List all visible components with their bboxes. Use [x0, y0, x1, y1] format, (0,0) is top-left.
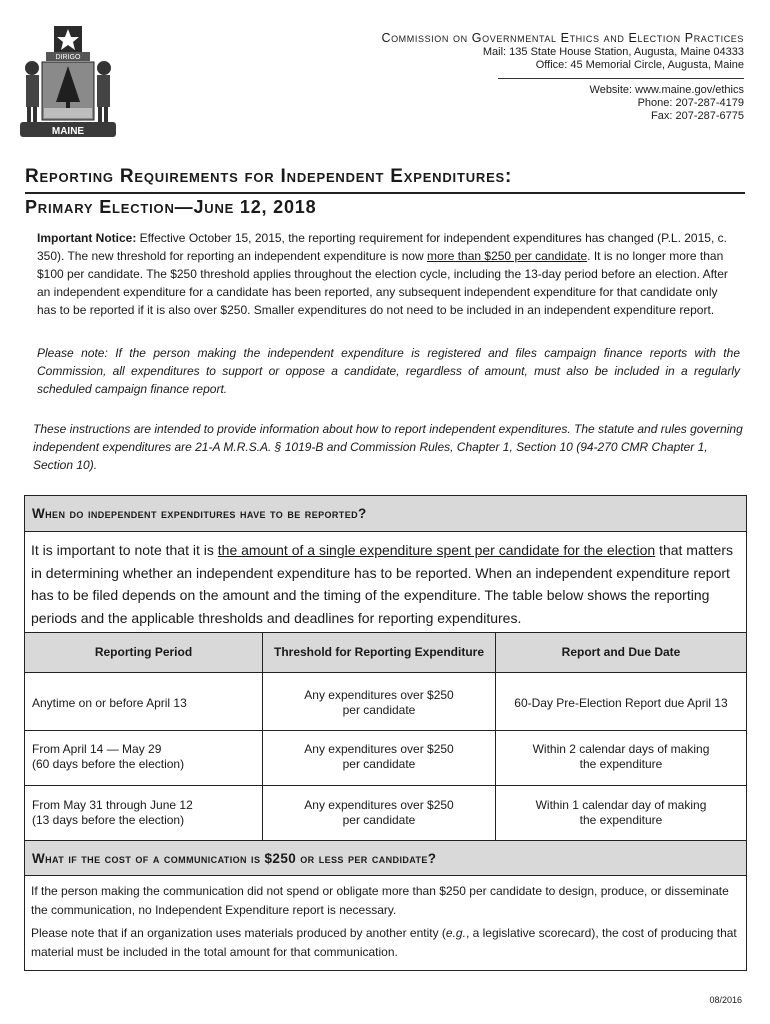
row2-period — [32, 742, 257, 772]
cost-paragraph-1: If the person making the communication did not spend or obligate more than $250 per candidate to design, produce, or disseminate the communication, no Independent Expenditure report is necessary. — [31, 884, 729, 917]
org-name: Commission on Governmental Ethics and Election Practices — [381, 31, 744, 45]
row3-report-line1: Within 1 calendar day of making — [535, 798, 707, 812]
header-report-due: Report and Due Date — [561, 645, 681, 659]
row3-report-line2: the expenditure — [579, 813, 663, 827]
revision-date: 08/2016 — [709, 995, 742, 1005]
row2-threshold-line2: per candidate — [342, 757, 416, 771]
cost-p2-eg: e.g. — [445, 926, 466, 940]
notice-label: Important Notice: — [37, 231, 137, 245]
office-address: Office: 45 Memorial Circle, Augusta, Maine — [535, 59, 744, 71]
row3-threshold-line2: per candidate — [342, 813, 416, 827]
fax: Fax: 207-287-6775 — [651, 110, 744, 122]
website[interactable]: Website: www.maine.gov/ethics — [589, 84, 744, 96]
row2-report-line2: the expenditure — [579, 757, 663, 771]
notice-text-a: Effective October 15, 2015, the reporting requirement for independent expenditures has changed (P.L. 2015, c. 350). The new threshold for reporting an independent expenditure is now — [37, 231, 727, 263]
section-heading-cost: What if the cost of a communication is $250 or less per candidate? — [25, 840, 746, 876]
row3-threshold — [265, 798, 493, 828]
mail-address: Mail: 135 State House Station, Augusta, Maine 04333 — [482, 46, 744, 58]
notice-threshold: more than $250 per candidate — [427, 249, 588, 263]
phone: Phone: 207-287-4179 — [637, 97, 744, 109]
cost-paragraph-2 — [31, 924, 740, 962]
row1-report: 60-Day Pre-Election Report due April 13 — [514, 696, 728, 710]
please-note: Please note: If the person making the independent expenditure is registered and files campaign finance reports with the Commission, all expenditures to support or oppose a candidate, regardless of amount, must also be included in a regularly scheduled campaign finance report. — [37, 346, 740, 396]
title-divider — [25, 192, 745, 194]
row3-period — [32, 798, 257, 828]
row1-period: Anytime on or before April 13 — [32, 696, 187, 710]
row1-threshold-line2: per candidate — [342, 703, 416, 717]
row2-report — [500, 742, 742, 772]
when-text-b: that matters in determining whether an independent expenditure has to be reported. When an independent expenditure report has to be filed depends on the amount and the timing of the expenditure. The table below shows the reporting periods and the applicable thresholds and deadlines for reporting expenditures. — [31, 542, 733, 626]
row3-period-line1: From May 31 through June 12 — [32, 798, 193, 812]
row2-period-line1: From April 14 — May 29 — [32, 742, 162, 756]
maine-state-seal — [16, 22, 120, 140]
when-text-a: It is important to note that it is — [31, 542, 218, 558]
row3-period-line2: (13 days before the election) — [32, 813, 185, 827]
row1-threshold-line1: Any expenditures over $250 — [304, 688, 454, 702]
row2-threshold — [265, 742, 493, 772]
row2-report-line1: Within 2 calendar days of making — [532, 742, 710, 756]
row-divider-1 — [25, 730, 746, 731]
svg-text:DIRIGO: DIRIGO — [55, 54, 81, 61]
header-divider — [498, 78, 744, 79]
when-text-underlined: the amount of a single expenditure spent per candidate for the election — [217, 542, 656, 558]
row2-period-line2: (60 days before the election) — [32, 757, 185, 771]
cost-p2-b: , a legislative scorecard), the cost of producing that material must be included in the total amount for that communication. — [31, 926, 737, 959]
instructions: These instructions are intended to provide information about how to report independent expenditures. The statute and rules governing independent expenditures are 21-A M.R.S.A. § 1019-B and Commission Rules, Chapter 1, Section 10 (94-270 CMR Chapter 1, Section 10). — [33, 422, 743, 472]
row2-threshold-line1: Any expenditures over $250 — [304, 742, 454, 756]
header-reporting-period: Reporting Period — [94, 645, 193, 659]
cost-p2-a: Please note that if an organization uses materials produced by another entity ( — [31, 926, 446, 940]
row-divider-2 — [25, 785, 746, 786]
row1-threshold — [265, 688, 493, 718]
section-heading-when: When do independent expenditures have to be reported? — [25, 496, 746, 532]
row3-report — [500, 798, 742, 828]
row3-threshold-line1: Any expenditures over $250 — [304, 798, 454, 812]
page-title: Reporting Requirements for Independent Expenditures: — [25, 166, 513, 187]
important-notice — [37, 229, 740, 319]
section-when-text — [31, 539, 742, 629]
notice-text-b: . It is no longer more than $100 per candidate. The $250 threshold applies throughout the election cycle, including the 13-day period before an election. After an independent expenditure for a candidate has been reported, any subsequent independent expenditure for that candidate only has to be reported if it is also over $250. Smaller expenditures do not need to be included in an independent expenditure report. — [37, 249, 728, 317]
header-threshold: Threshold for Reporting Expenditure — [273, 645, 484, 659]
svg-text:MAINE: MAINE — [51, 126, 85, 137]
page-subtitle: Primary Election—June 12, 2018 — [25, 197, 317, 217]
